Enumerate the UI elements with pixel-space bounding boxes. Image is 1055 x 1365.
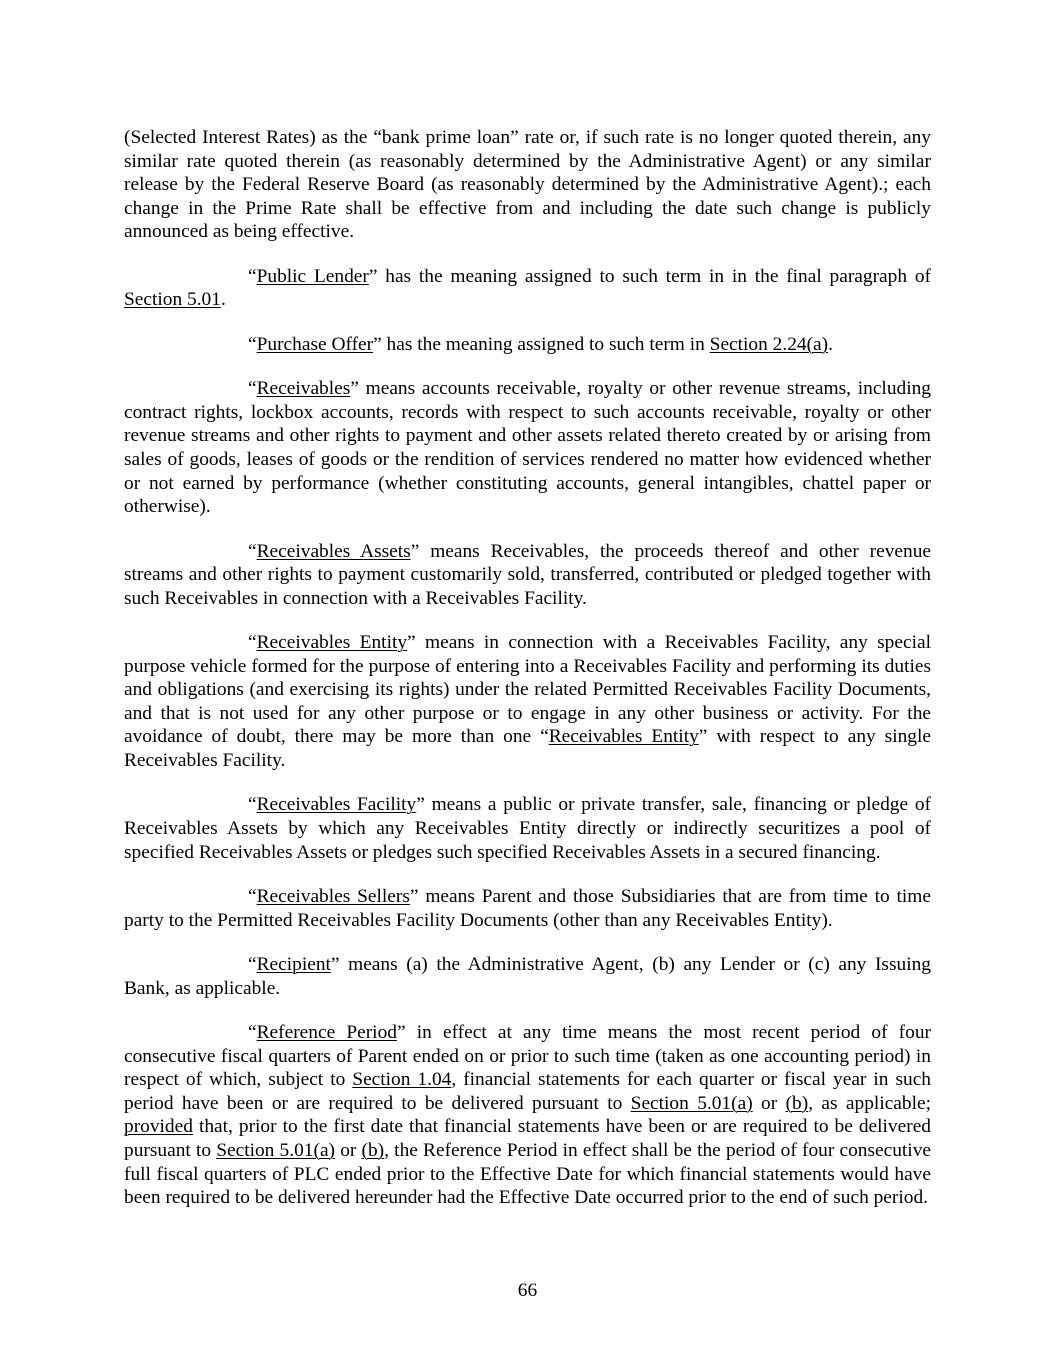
- underlined-term: Recipient: [256, 954, 331, 975]
- underlined-term: Section 5.01(a): [216, 1139, 336, 1161]
- definition-paragraph: [124, 1021, 931, 1210]
- paragraph-text: that, prior to the first date that financial statements have been or are required to be delivered pursuant to: [124, 1116, 931, 1161]
- underlined-term: Receivables Facility: [256, 794, 417, 816]
- underlined-term: Section 5.01(a): [630, 1092, 753, 1114]
- underlined-term: Section 1.04: [352, 1069, 452, 1091]
- paragraph-text: .: [828, 333, 833, 355]
- underlined-term: Purchase Offer: [256, 333, 374, 355]
- definition-paragraph: [124, 333, 931, 357]
- underlined-term: Receivables Entity: [548, 726, 699, 748]
- page-number: 66: [517, 1280, 538, 1301]
- paragraph-text: , as applicable;: [808, 1092, 931, 1114]
- definition-paragraph: [124, 631, 931, 773]
- underlined-term: (b): [785, 1092, 809, 1114]
- paragraph-text: ” has the meaning assigned to such term in: [373, 333, 710, 355]
- paragraph-text: (Selected Interest Rates) as the “bank prime loan” rate or, if such rate is no longer quoted therein, any similar rate quoted therein (as reasonably determined by the Administrative Agent) or any similar release by the Federal Reserve Board (as reasonably determined by the Administrative Agent).; each change in the Prime Rate shall be effective from and including the date such change is publicly announced as being effective.: [124, 127, 931, 243]
- document-body: [124, 126, 931, 1231]
- paragraph-text: ” means Receivables, the proceeds thereof and other revenue streams and other rights to payment customarily sold, transferred, contributed or pledged together with such Receivables in connection with a Receivables Facility.: [124, 540, 931, 609]
- definition-paragraph: [124, 885, 931, 932]
- paragraph-text: or: [752, 1092, 786, 1114]
- underlined-term: Reference Period: [256, 1021, 397, 1043]
- definition-paragraph: [124, 953, 931, 1000]
- paragraph-text: “: [248, 1021, 257, 1043]
- paragraph-text: .: [220, 289, 226, 311]
- paragraph-text: ” with respect to any single Receivables Facility.: [124, 726, 931, 772]
- paragraph-text: ” means Parent and those Subsidiaries that are from time to time party to the Permitted Receivables Facility Documents (other than any Receivables Entity).: [124, 886, 931, 931]
- definition-paragraph: [124, 540, 931, 611]
- paragraph-text: “: [248, 954, 257, 975]
- underlined-term: Public Lender: [256, 265, 369, 287]
- underlined-term: provided: [124, 1116, 193, 1138]
- paragraph-text: “: [248, 632, 257, 654]
- paragraph-text: “: [248, 378, 257, 400]
- underlined-term: Section 5.01: [124, 289, 221, 311]
- paragraph-text: “: [248, 794, 257, 816]
- paragraph-text: “: [248, 265, 257, 287]
- paragraph-text: “: [248, 886, 257, 908]
- definition-paragraph: [124, 793, 931, 864]
- paragraph-text: “: [248, 540, 257, 562]
- paragraph-text: ” has the meaning assigned to such term in in the final paragraph of: [368, 265, 931, 287]
- underlined-term: Receivables Assets: [256, 540, 411, 562]
- underlined-term: Receivables: [256, 378, 351, 400]
- paragraph-text: , the Reference Period in effect shall be the period of four consecutive full fiscal quarters of PLC ended prior to the Effective Date for which financial statements would have been required to be delivered hereunder had the Effective Date occurred prior to the end of such period.: [124, 1139, 931, 1209]
- underlined-term: (b): [361, 1139, 385, 1161]
- paragraph-text: , financial statements for each quarter or fiscal year in such period have been or are required to be delivered pursuant to: [124, 1069, 932, 1114]
- definition-paragraph: [124, 265, 931, 312]
- underlined-term: Receivables Sellers: [256, 886, 410, 908]
- paragraph-text: ” means in connection with a Receivables Facility, any special purpose vehicle formed for the purpose of entering into a Receivables Facility and performing its duties and obligations (and exercising its rights) under the related Permitted Receivables Facility Documents, and that is not used for any other purpose or to engage in any other business or activity. For the avoidance of doubt, there may be more than one “: [124, 632, 931, 748]
- paragraph-text: ” means (a) the Administrative Agent, (b) any Lender or (c) any Issuing Bank, as applicable.: [124, 954, 931, 999]
- paragraph-text: ” means accounts receivable, royalty or other revenue streams, including contract rights, lockbox accounts, records with respect to such accounts receivable, royalty or other revenue streams and other rights to payment and other assets related thereto created by or arising from sales of goods, leases of goods or the rendition of services rendered no matter how evidenced whether or not earned by performance (whether constituting accounts, general intangibles, chattel paper or otherwise).: [124, 378, 931, 518]
- underlined-term: Section 2.24(a): [709, 333, 829, 355]
- paragraph-text: ” in effect at any time means the most recent period of four consecutive fiscal quarters of Parent ended on or prior to such time (taken as one accounting period) in respect of which, subject to: [124, 1021, 931, 1091]
- paragraph-text: “: [248, 333, 257, 355]
- continuation-paragraph: [124, 126, 931, 244]
- definition-paragraph: [124, 377, 931, 519]
- paragraph-text: ” means a public or private transfer, sale, financing or pledge of Receivables Assets by which any Receivables Entity directly or indirectly securitizes a pool of specified Receivables Assets or pledges such specified Receivables Assets in a secured financing.: [124, 794, 931, 863]
- underlined-term: Receivables Entity: [256, 632, 408, 654]
- paragraph-text: or: [335, 1139, 362, 1161]
